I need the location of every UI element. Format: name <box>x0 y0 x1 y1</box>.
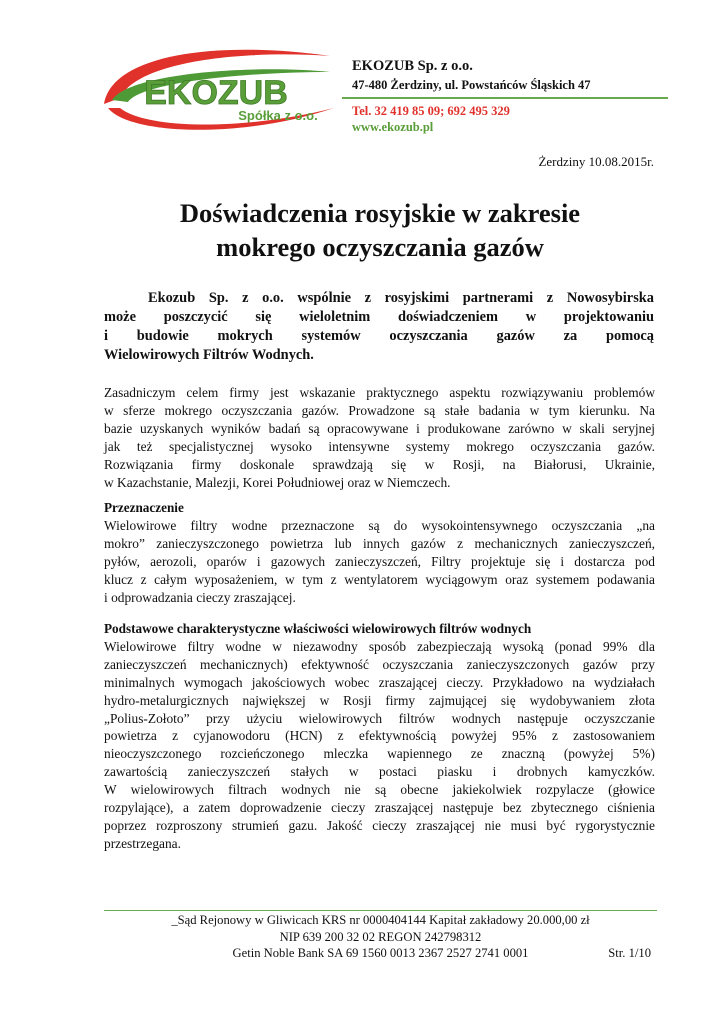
footer-bank-row <box>104 945 657 962</box>
section-line: „Polius-Zołoto” przy użyciu wielowirowych filtrów wodnych następuje oczyszczanie <box>104 710 655 726</box>
section-line: hydro-metalurgicznych największej w Rosji firmy zajmującej się wydobywaniem złota <box>104 692 655 708</box>
section-line: W wielowirowych filtrach wodnych nie są obecne jakiekolwiek rozpylacze (głowice <box>104 782 655 798</box>
company-address: 47-480 Żerdziny, ul. Powstańców Śląskich 47 <box>352 78 591 92</box>
title-line: mokrego oczyszczania gazów <box>216 232 544 262</box>
intro-paragraph <box>104 384 655 491</box>
lead-line: Wielowirowych Filtrów Wodnych. <box>104 347 314 363</box>
lead-line: Ekozub Sp. z o.o. wspólnie z rosyjskimi partnerami z Nowosybirska <box>148 290 654 306</box>
section-line: zanieczyszczeń mechanicznych) efektywność oczyszczania zanieczyszczonych gazów przy <box>104 656 655 672</box>
section-line: powietrza z cyjanowodoru (HCN) z efektywnością powyżej 95% z zastosowaniem <box>104 728 655 744</box>
company-name: EKOZUB Sp. z o.o. <box>352 58 473 74</box>
section-line: minimalnych wymogach jakościowych wobec zraszającej cieczy. Przykładowo na wydziałach <box>104 674 655 690</box>
footer-tax-line: NIP 639 200 32 02 REGON 242798312 <box>279 929 482 944</box>
title-line: Doświadczenia rosyjskie w zakresie <box>179 198 581 228</box>
footer-registry-line: _Sąd Rejonowy w Gliwicach KRS nr 0000404144 Kapitał zakładowy 20.000,00 zł <box>171 913 590 927</box>
intro-line: bazie uzyskanych wyników badań są opracowywane i produkowane zarówno w skali seryjnej <box>104 420 655 436</box>
logo-tagline-text: Spółka z o.o. <box>238 108 318 123</box>
intro-line: jak też specjalistycznej wysoko intensywne systemy mokrego oczyszczania gazów. <box>104 438 655 454</box>
ekozub-logo <box>98 38 338 138</box>
section-line: przestrzegana. <box>104 835 181 851</box>
section-przeznaczenie <box>104 499 655 606</box>
document-title <box>104 196 656 264</box>
lead-line: i budowie mokrych systemów oczyszczania gazów za pomocą <box>104 328 654 344</box>
company-header <box>352 58 672 93</box>
section-line: Wielowirowe filtry wodne przeznaczone są do wysokointensywnego oczyszczania „na <box>104 517 655 533</box>
page-footer <box>104 912 657 962</box>
section-line: mokro” zanieczyszczonego powietrza lub innych gazów z mechanicznych zanieczyszczeń, <box>104 535 655 551</box>
company-website-link[interactable]: www.ekozub.pl <box>352 120 434 134</box>
section-line: klucz z całym wyposażeniem, w tym z wentylatorem wyciągowym oraz systemem podawania <box>104 571 655 587</box>
intro-line: w sferze mokrego oczyszczania gazów. Prowadzone są stałe badania w tym kierunku. Na <box>104 402 655 418</box>
section-line: i odprowadzania cieczy zraszającej. <box>104 589 296 605</box>
section-line: nieoczyszczonego rozcieńczonego mleczka wapiennego ze znaczną (powyżej 5%) <box>104 746 655 762</box>
intro-line: Zasadniczym celem firmy jest wskazanie praktycznego aspektu rozwiązywaniu problemów <box>104 385 655 400</box>
logo-brand-text: EKOZUB <box>144 74 288 112</box>
section-line: zawartością zanieczyszczeń stałych w postaci piasku i drobnych kamyczków. <box>104 764 655 780</box>
section-heading: Podstawowe charakterystyczne właściwości wielowirowych filtrów wodnych <box>104 621 532 636</box>
document-date: Żerdziny 10.08.2015r. <box>538 154 654 169</box>
section-line: pyłów, aerozoli, oparów i gazowych zanieczyszczeń, Filtry projektuje się i dostarcza pod <box>104 553 655 569</box>
section-heading: Przeznaczenie <box>104 500 184 515</box>
footer-divider <box>104 910 657 911</box>
section-line: poprzez rozproszony strumień gazu. Jakość cieczy zraszającej nie musi być rygorystycznie <box>104 817 655 833</box>
footer-bank-line: Getin Noble Bank SA 69 1560 0013 2367 2527 2741 0001 <box>232 946 529 960</box>
company-phone: Tel. 32 419 85 09; 692 495 329 <box>352 104 510 118</box>
section-line: rozpylające), a zatem doprowadzenie cieczy zraszającej następuje bez zbytecznego ciśnienia <box>104 800 655 816</box>
lead-line: może poszczycić się wieloletnim doświadczeniem w projektowaniu <box>104 309 654 325</box>
company-contact <box>352 103 510 135</box>
header-divider <box>342 97 668 99</box>
intro-line: w Kazachstanie, Malezji, Korei Południowej oraz w Niemczech. <box>104 474 451 490</box>
section-charakterystyka <box>104 620 655 853</box>
section-line: Wielowirowe filtry wodne w niezawodny sposób zabezpieczają wysoką (ponad 99% dla <box>104 638 655 654</box>
lead-paragraph <box>104 289 654 365</box>
page-number: Str. 1/10 <box>608 946 651 960</box>
intro-line: Rozwiązania firmy doskonale sprawdzają się w Rosji, na Białorusi, Ukrainie, <box>104 456 655 472</box>
